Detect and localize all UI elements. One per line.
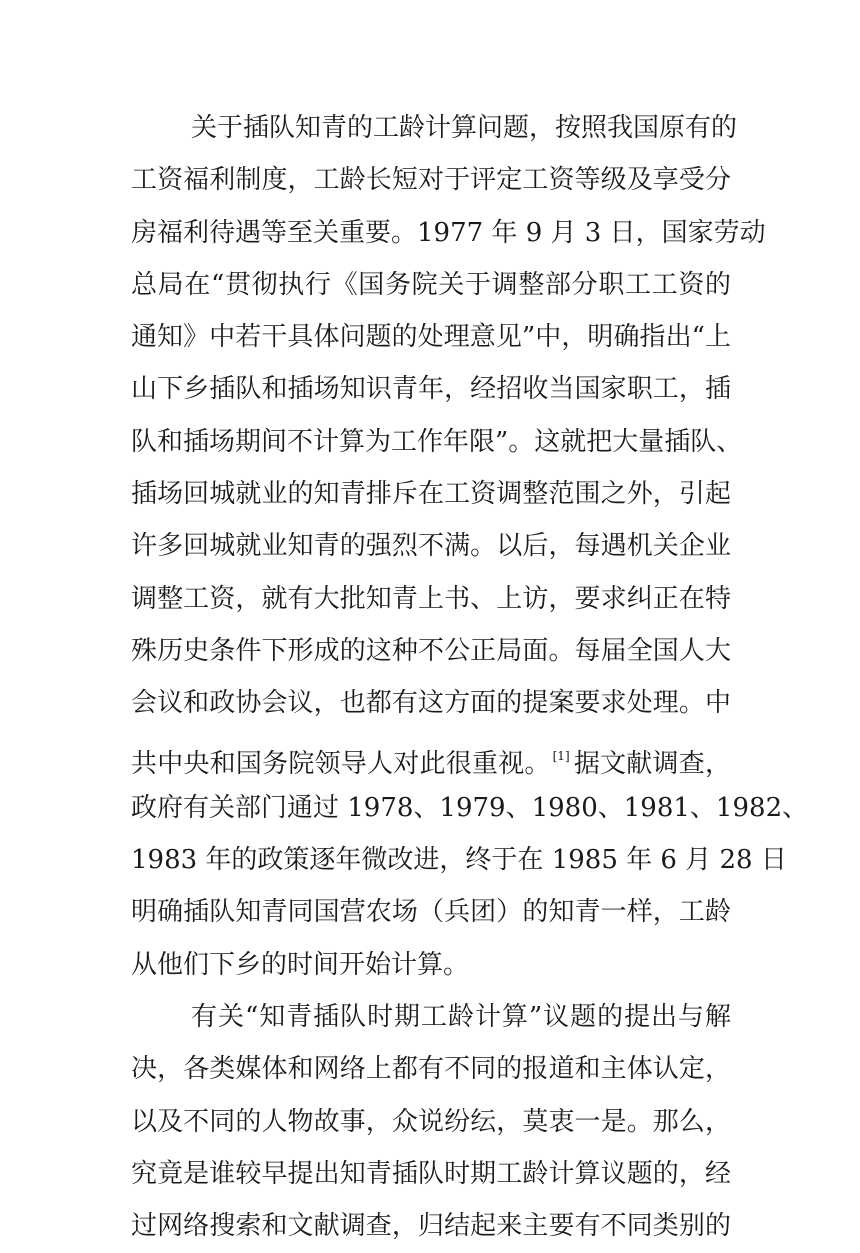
text-line: 决，各类媒体和网络上都有不同的报道和主体认定，	[131, 1054, 731, 1085]
text-line: 通知》中若干具体问题的处理意见”中，明确指出“上	[131, 322, 731, 353]
text-line: 房福利待遇等至关重要。1977 年 9 月 3 日，国家劳动	[131, 217, 766, 248]
text-line: 调整工资，就有大批知青上书、上访，要求纠正在特	[131, 583, 731, 614]
body-text	[131, 102, 809, 1253]
text-line: 究竟是谁较早提出知青插队时期工龄计算议题的，经	[131, 1158, 731, 1189]
text-line: 有关“知青插队时期工龄计算”议题的提出与解	[191, 1002, 731, 1033]
citation-marker[interactable]: [1]	[552, 748, 570, 763]
text-line: 关于插队知青的工龄计算问题，按照我国原有的	[191, 113, 738, 143]
text-line: 以及不同的人物故事，众说纷纭，莫衷一是。那么，	[131, 1106, 731, 1137]
line-text-after-citation: 据文献调查，	[573, 748, 731, 779]
paragraph-1	[131, 102, 809, 991]
text-line: 工资福利制度，工龄长短对于评定工资等级及享受分	[131, 165, 731, 196]
line-text-before-citation: 共中央和国务院领导人对此很重视。	[131, 748, 551, 779]
text-line-with-citation	[131, 730, 731, 782]
text-line: 1983 年的政策逐年微改进，终于在 1985 年 6 月 28 日	[131, 845, 787, 876]
text-line: 队和插场期间不计算为工作年限”。这就把大量插队、	[131, 426, 743, 457]
text-line: 从他们下乡的时间开始计算。	[131, 949, 470, 980]
text-line: 明确插队知青同国营农场（兵团）的知青一样，工龄	[131, 897, 731, 928]
text-line: 殊历史条件下形成的这种不公正局面。每届全国人大	[131, 635, 731, 666]
text-line: 总局在“贯彻执行《国务院关于调整部分职工工资的	[131, 269, 731, 300]
text-line: 会议和政协会议，也都有这方面的提案要求处理。中	[131, 688, 731, 719]
text-line: 山下乡插队和插场知识青年，经招收当国家职工，插	[131, 374, 731, 405]
text-line: 许多回城就业知青的强烈不满。以后，每遇机关企业	[131, 531, 731, 562]
text-line: 政府有关部门通过 1978、1979、1980、1981、1982、	[131, 792, 809, 823]
paragraph-2	[131, 991, 731, 1252]
text-line: 过网络搜索和文献调查，归结起来主要有不同类别的	[131, 1211, 731, 1242]
text-line: 插场回城就业的知青排斥在工资调整范围之外，引起	[131, 479, 731, 510]
